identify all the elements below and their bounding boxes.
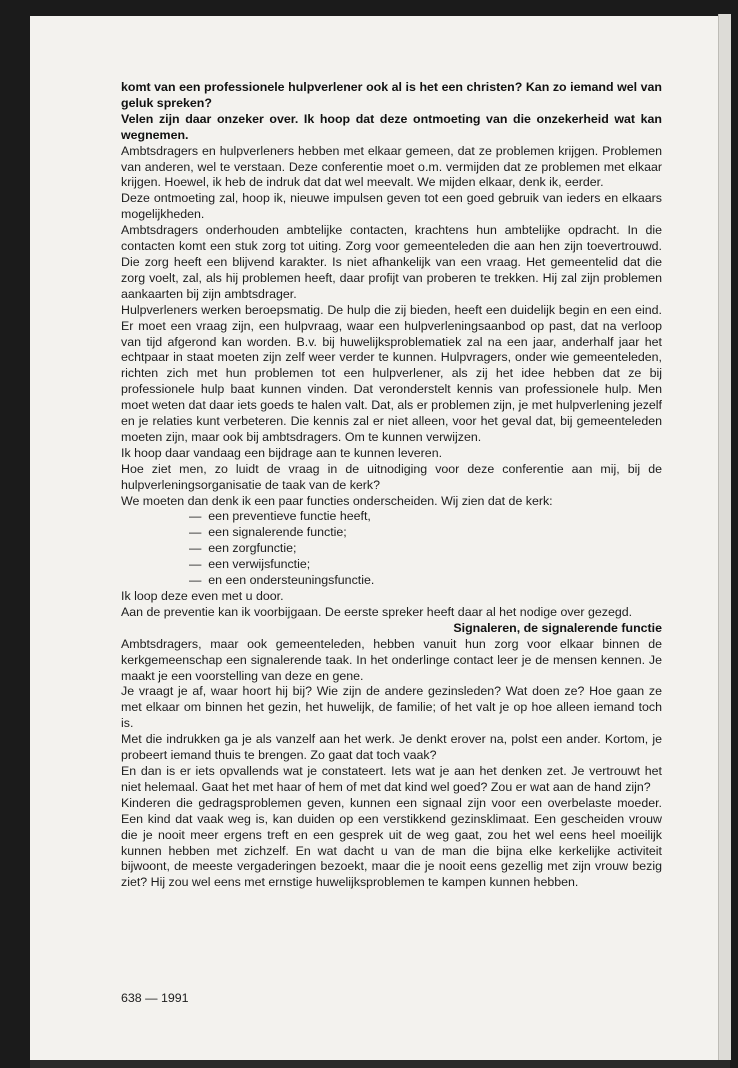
- function-item: — een signalerende functie;: [189, 525, 662, 541]
- intro-question: komt van een professionele hulpverlener ook al is het een christen? Kan zo iemand wel van geluk spreken?: [121, 80, 662, 110]
- article-body: [121, 80, 662, 891]
- paragraph: Hoe ziet men, zo luidt de vraag in de uitnodiging voor deze conferentie aan mij, bij de hulpverleningsorganisatie de taak van de kerk?: [121, 461, 662, 492]
- function-list: [121, 509, 662, 589]
- paragraph: Ik loop deze even met u door.: [121, 589, 284, 603]
- paragraph: Je vraagt je af, waar hoort hij bij? Wie zijn de andere gezinsleden? Wat doen ze? Hoe gaan ze met elkaar om binnen het gezin, het huwelijk, de familie; of het valt je op hoe alleen iemand toch is.: [121, 684, 662, 731]
- intro-statement: Velen zijn daar onzeker over. Ik hoop dat deze ontmoeting van die onzekerheid wat kan wegnemen.: [121, 111, 662, 142]
- scan-border: [30, 1060, 730, 1068]
- paragraph: Ambtsdragers onderhouden ambtelijke contacten, krachtens hun ambtelijke opdracht. In die contacten komt een stuk zorg tot uiting. Zorg voor gemeenteleden die aan hen zijn toevertrouwd. Die zorg heeft een blijvend karakter. Is niet afhankelijk van een vraag. Het gemeentelid dat die zorg voelt, zal, als hij problemen heeft, daar profijt van proberen te trekken. Hij zal zijn problemen aankaarten bij zijn ambtsdrager.: [121, 223, 662, 301]
- paragraph: Kinderen die gedragsproblemen geven, kunnen een signaal zijn voor een overbelaste moeder. Een kind dat vaak weg is, kan duiden op een verstikkend gezinsklimaat. Een gescheiden vrouw die je nooit meer ergens treft en een gesprek uit de weg gaat, zou het wel eens heel moeilijk kunnen hebben met zichzelf. En wat dacht u van de man die bijna elke kerkelijke activiteit bijwoont, de meeste vergaderingen bezoekt, maar die je nooit eens gezellig met zijn vrouw bezig ziet? Hij zou wel eens met ernstige huwelijksproblemen te kampen kunnen hebben.: [121, 795, 662, 890]
- page-footer: 638 — 1991: [121, 991, 189, 1005]
- section-heading: Signaleren, de signalerende functie: [453, 620, 662, 635]
- paragraph: Hulpverleners werken beroepsmatig. De hulp die zij bieden, heeft een duidelijk begin en een eind. Er moet een vraag zijn, een hulpvraag, waar een hulpverleningsaanbod op past, dat na verloop van tijd afgerond kan worden. B.v. bij huwelijksproblematiek zal na een jaar, anderhalf jaar het echtpaar in staat moeten zijn zelf weer verder te kunnen. Hulpvragers, onder wie gemeenteleden, richten zich met hun problemen tot een hulpverlener, als zij het idee hebben dat ze bij professionele hulp baat kunnen vinden. Dat veronderstelt kennis van professionele hulp. Men moet weten dat daar iets goeds te halen valt. Dat, als er problemen zijn, je met hulpverlening jezelf en je relaties kunt verbeteren. Die kennis zal er niet alleen, voor het geval dat, bij gemeenteleden moeten zijn, maar ook bij ambtsdragers. Om te kunnen verwijzen.: [121, 302, 662, 444]
- paragraph: Met die indrukken ga je als vanzelf aan het werk. Je denkt erover na, polst een ander. Kortom, je probeert iemand thuis te brengen. Zo gaat dat toch vaak?: [121, 732, 662, 763]
- function-item: — en een ondersteuningsfunctie.: [189, 573, 662, 589]
- paragraph: Ambtsdragers, maar ook gemeenteleden, hebben vanuit hun zorg voor elkaar binnen de kerkgemeenschap een signalerende taak. In het onderlinge contact leer je de mensen kennen. Je maakt je een voorstelling van deze en gene.: [121, 636, 662, 683]
- paragraph: Aan de preventie kan ik voorbijgaan. De eerste spreker heeft daar al het nodige over gezegd.: [121, 604, 633, 619]
- paragraph: We moeten dan denk ik een paar functies onderscheiden. Wij zien dat de kerk:: [121, 493, 553, 508]
- function-item: — een preventieve functie heeft,: [189, 509, 662, 525]
- paragraph: Ik hoop daar vandaag een bijdrage aan te kunnen leveren.: [121, 445, 443, 460]
- paragraph: En dan is er iets opvallends wat je constateert. Iets wat je aan het denken zet. Je vertrouwt het niet helemaal. Gaat het met haar of hem of met dat kind wel goed? Zou er wat aan de hand zijn?: [121, 763, 662, 794]
- function-item: — een verwijsfunctie;: [189, 557, 662, 573]
- paragraph: Ambtsdragers en hulpverleners hebben met elkaar gemeen, dat ze problemen krijgen. Problemen van anderen, wel te verstaan. Deze conferentie moet o.m. vermijden dat ze problemen met elkaar krijgen. Hoewel, ik heb de indruk dat dat wel meevalt. We mijden elkaar, denk ik, eerder.: [121, 143, 662, 190]
- page-edge: [718, 14, 731, 1060]
- paragraph: Deze ontmoeting zal, hoop ik, nieuwe impulsen geven tot een goed gebruik van ieders en elkaars mogelijkheden.: [121, 191, 662, 222]
- function-item: — een zorgfunctie;: [189, 541, 662, 557]
